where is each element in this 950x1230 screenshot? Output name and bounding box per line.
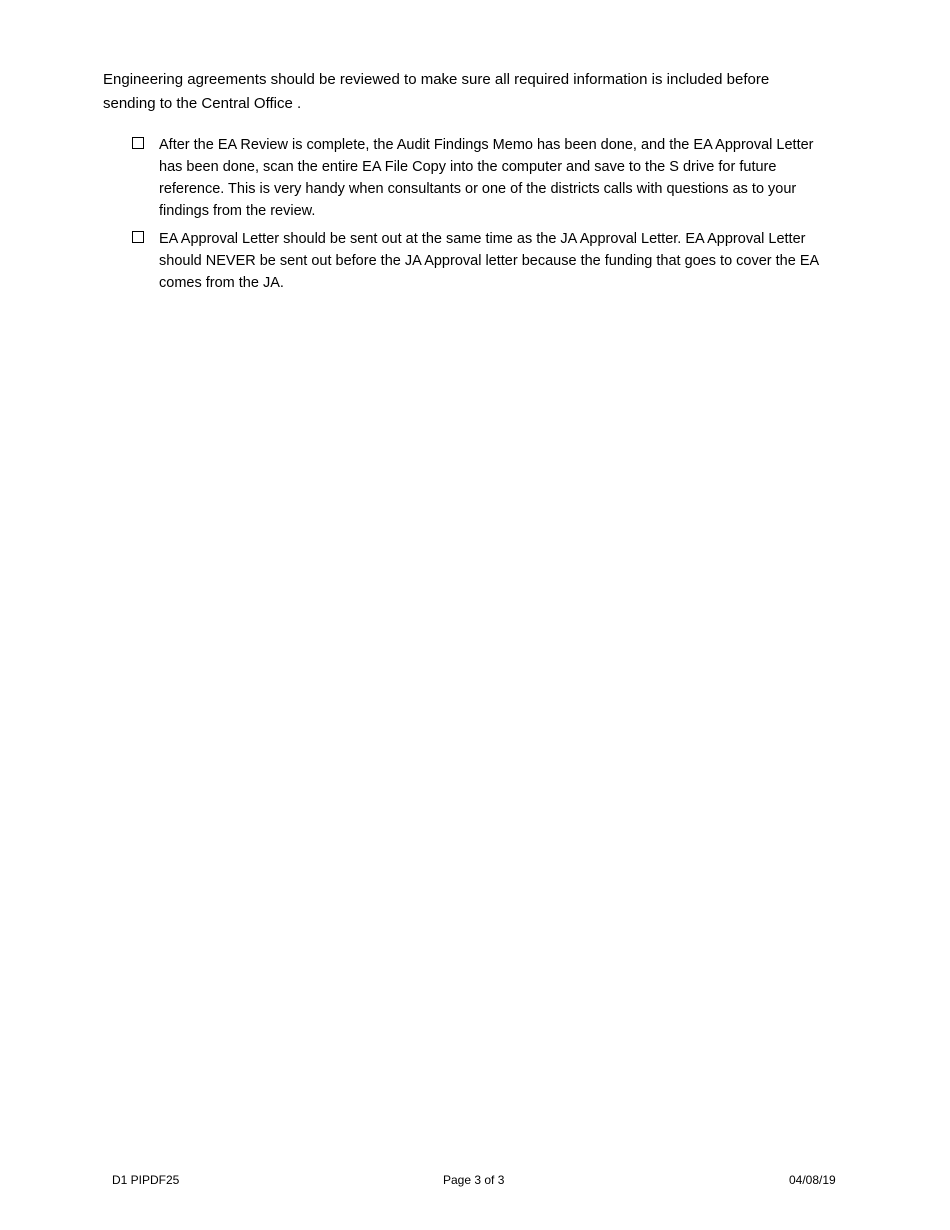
checklist-item-text: EA Approval Letter should be sent out at the same time as the JA Approval Letter. EA Approval Letter should NEVER be sent out before the JA Approval letter because the funding that goes to cover the EA comes from the JA. [159,231,819,291]
checkbox[interactable] [132,231,144,243]
checklist-item [131,134,831,222]
checkbox[interactable] [132,137,144,149]
review-checklist [131,134,831,300]
footer-form-id: D1 PIPDF25 [112,1173,180,1187]
footer-page-number: Page 3 of 3 [443,1173,505,1187]
intro-paragraph: Engineering agreements should be reviewed to make sure all required information is included before sending to the Central Office . [103,71,770,112]
checklist-item [131,228,831,294]
footer-date: 04/08/19 [789,1173,836,1187]
checklist-item-text: After the EA Review is complete, the Audit Findings Memo has been done, and the EA Approval Letter has been done, scan the entire EA File Copy into the computer and save to the S drive for future reference. This is very handy when consultants or one of the districts calls with questions as to your findings from the review. [159,137,814,219]
